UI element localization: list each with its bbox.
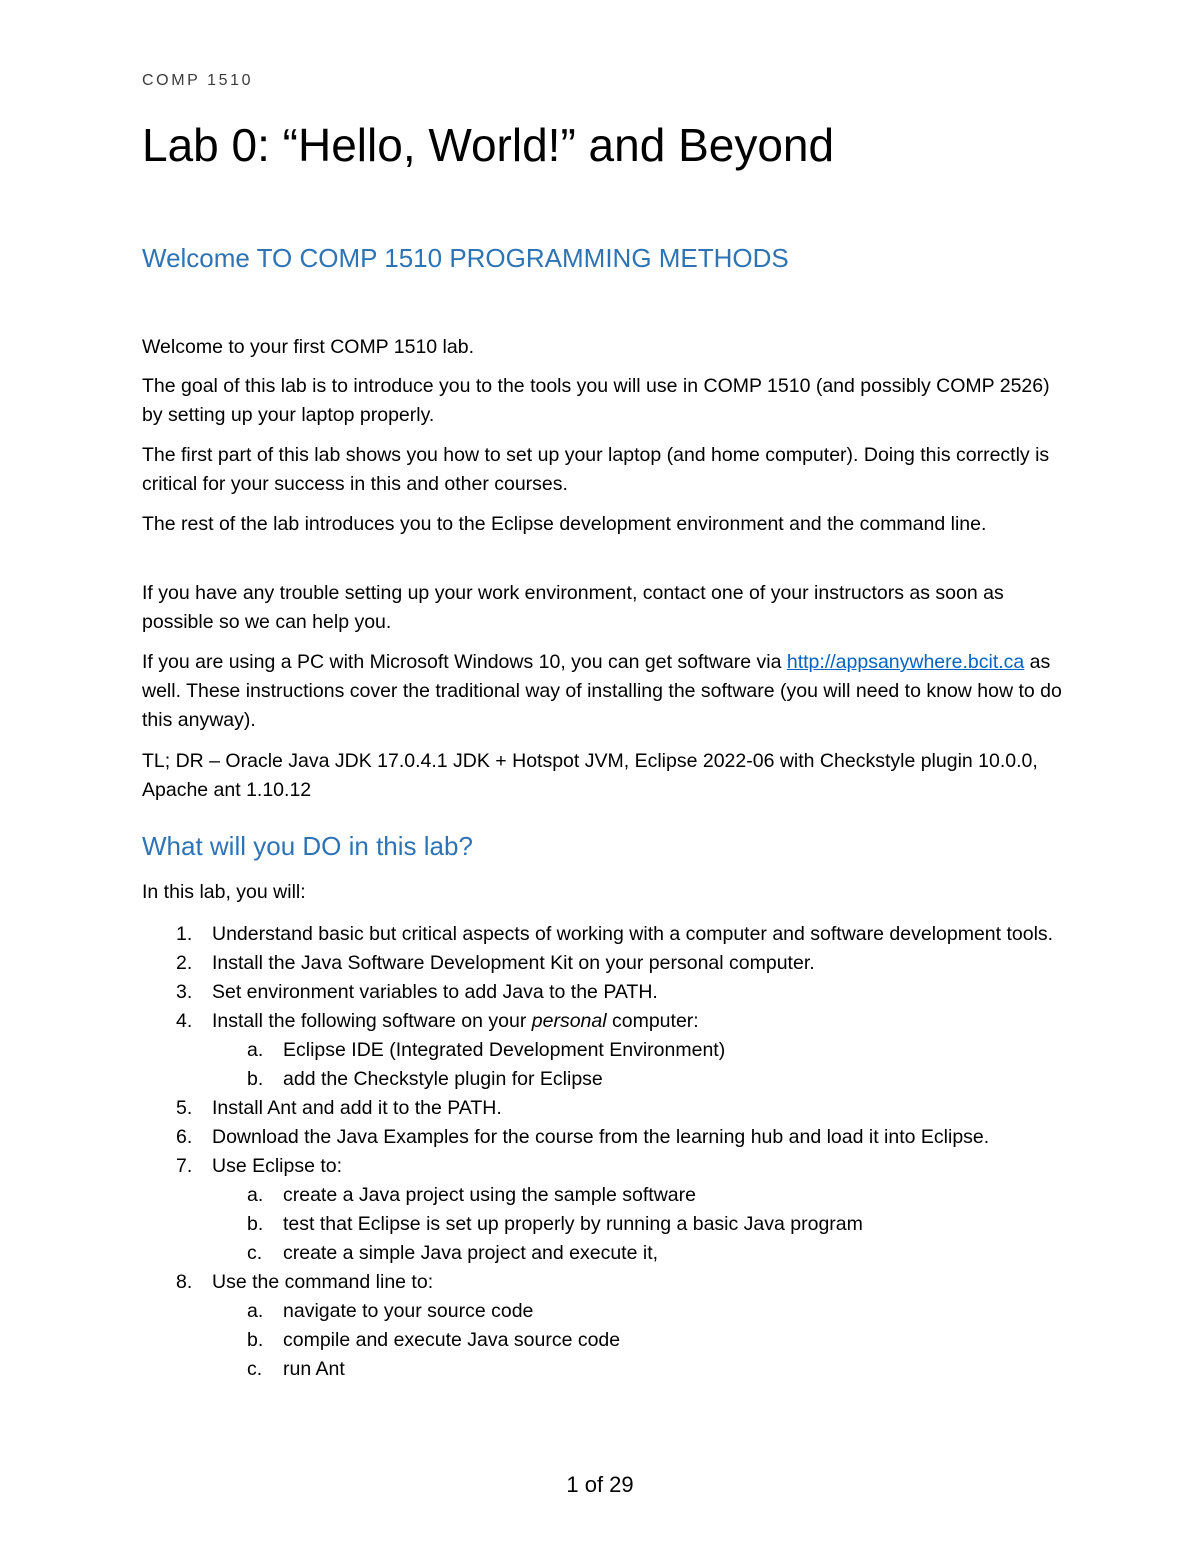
- list-item-text: Use Eclipse to:: [212, 1155, 343, 1177]
- sub-list-item: [212, 1036, 1062, 1065]
- list-number: 3.: [176, 981, 193, 1003]
- list-number: 7.: [176, 1155, 193, 1177]
- sub-list-item-text: test that Eclipse is set up properly by running a basic Java program: [283, 1213, 863, 1235]
- sub-list-item: [212, 1239, 1062, 1268]
- sub-list-item: [212, 1210, 1062, 1239]
- sub-list-item: [212, 1326, 1062, 1355]
- sub-list-item: [212, 1181, 1062, 1210]
- sub-list-item: [212, 1355, 1062, 1384]
- sub-list-item-text: add the Checkstyle plugin for Eclipse: [283, 1068, 603, 1090]
- list-item-text: Install Ant and add it to the PATH.: [212, 1097, 502, 1119]
- todo-heading: What will you DO in this lab?: [142, 831, 473, 861]
- sub-list-item-text: compile and execute Java source code: [283, 1329, 621, 1351]
- list-item: [142, 1007, 1062, 1094]
- list-item-text: Install the Java Software Development Kit on your personal computer.: [212, 952, 815, 974]
- list-item-text-end: computer:: [606, 1010, 699, 1032]
- list-item-text: Use the command line to:: [212, 1271, 434, 1293]
- list-item: [142, 1152, 1062, 1268]
- list-item: [142, 920, 1062, 949]
- list-item: [142, 978, 1062, 1007]
- list-number: 6.: [176, 1126, 193, 1148]
- list-item: [142, 1268, 1062, 1384]
- list-number: 5.: [176, 1097, 193, 1119]
- sub-list-item: [212, 1065, 1062, 1094]
- appsanywhere-link[interactable]: http://appsanywhere.bcit.ca: [786, 651, 1025, 673]
- sub-list-item-text: create a Java project using the sample software: [283, 1184, 696, 1206]
- welcome-paragraph-3: The first part of this lab shows you how to set up your laptop (and home computer). Doing this correctly is critical for your success in this and other courses.: [142, 444, 1050, 495]
- list-item-text: Download the Java Examples for the course from the learning hub and load it into Eclipse.: [212, 1126, 990, 1148]
- task-list: [142, 920, 1062, 1384]
- welcome-paragraph-5: If you have any trouble setting up your work environment, contact one of your instructors as soon as possible so we can help you.: [142, 582, 1004, 633]
- sub-list: [212, 1036, 1062, 1094]
- software-intro-text: If you are using a PC with Microsoft Windows 10, you can get software via: [142, 651, 787, 673]
- sub-list-letter: a.: [247, 1300, 264, 1322]
- sub-list-item-text: create a simple Java project and execute it,: [283, 1242, 659, 1264]
- list-item: [142, 949, 1062, 978]
- sub-list-item-text: run Ant: [283, 1358, 345, 1380]
- page-number: 1 of 29: [566, 1472, 634, 1497]
- sub-list-letter: c.: [247, 1358, 263, 1380]
- welcome-paragraph-6: [142, 648, 1062, 735]
- list-number: 2.: [176, 952, 193, 974]
- page-title: Lab 0: “Hello, World!” and Beyond: [142, 119, 835, 171]
- course-label: COMP 1510: [142, 72, 254, 89]
- sub-list-letter: c.: [247, 1242, 263, 1264]
- sub-list-item-text: navigate to your source code: [283, 1300, 534, 1322]
- welcome-paragraph-4: The rest of the lab introduces you to the Eclipse development environment and the command line.: [142, 513, 987, 535]
- todo-intro: In this lab, you will:: [142, 881, 306, 903]
- sub-list-item: [212, 1297, 1062, 1326]
- list-item-text-start: Install the following software on your: [212, 1010, 532, 1032]
- list-item: [142, 1094, 1062, 1123]
- sub-list: [212, 1297, 1062, 1384]
- sub-list-letter: b.: [247, 1068, 264, 1090]
- sub-list-letter: a.: [247, 1039, 264, 1061]
- welcome-paragraph-1: Welcome to your first COMP 1510 lab.: [142, 336, 474, 358]
- tldr-paragraph: TL; DR – Oracle Java JDK 17.0.4.1 JDK + Hotspot JVM, Eclipse 2022-06 with Checkstyle plugin 10.0.0, Apache ant 1.10.12: [142, 750, 1038, 801]
- software-note-text: as well. These instructions cover the traditional way of installing the software (you will need to know how to do this anyway).: [142, 651, 1062, 731]
- list-number: 8.: [176, 1271, 193, 1293]
- list-item-text: Set environment variables to add Java to the PATH.: [212, 981, 658, 1003]
- sub-list-letter: a.: [247, 1184, 264, 1206]
- emphasis-personal: personal: [531, 1010, 607, 1032]
- list-item: [142, 1123, 1062, 1152]
- list-number: 4.: [176, 1010, 193, 1032]
- sub-list-item-text: Eclipse IDE (Integrated Development Environment): [283, 1039, 726, 1061]
- welcome-heading: Welcome TO COMP 1510 PROGRAMMING METHODS: [142, 243, 789, 273]
- list-item-text: [212, 1010, 699, 1032]
- sub-list: [212, 1181, 1062, 1268]
- welcome-paragraph-2: The goal of this lab is to introduce you to the tools you will use in COMP 1510 (and possibly COMP 2526) by setting up your laptop properly.: [142, 375, 1050, 426]
- list-number: 1.: [176, 923, 193, 945]
- sub-list-letter: b.: [247, 1329, 264, 1351]
- sub-list-letter: b.: [247, 1213, 264, 1235]
- list-item-text: Understand basic but critical aspects of working with a computer and software development tools.: [212, 923, 1054, 945]
